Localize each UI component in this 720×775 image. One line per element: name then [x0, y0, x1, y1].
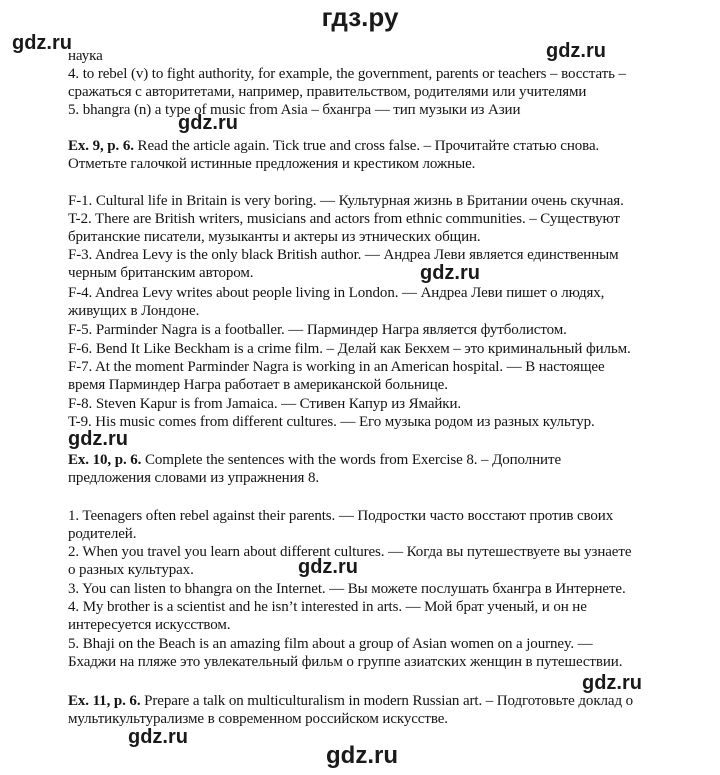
answer-line: F-5. Parminder Nagra is a footballer. — Парминдер Награ является футболистом. [68, 322, 567, 338]
answer-line: F-4. Andrea Levy writes about people living in London. — Андреа Леви пишет о людях, [68, 285, 605, 301]
header-watermark: гдз.ру [321, 2, 399, 32]
answer-line: 3. You can listen to bhangra on the Internet. — Вы можете послушать бхангра в Интернете. [68, 581, 626, 597]
exercise-9-heading [68, 137, 599, 155]
text-line: мультикультурализме в современном российском искусстве. [68, 711, 448, 727]
watermark: gdz.ru [68, 428, 128, 450]
text-line: 5. bhangra (n) a type of music from Asia – бхангра — тип музыки из Азии [68, 102, 521, 118]
answer-line: F-3. Andrea Levy is the only black British author. — Андреа Леви является единственным [68, 247, 619, 263]
watermark: gdz.ru [582, 672, 642, 694]
answer-line: 2. When you travel you learn about different cultures. — Когда вы путешествуете вы узнаете [68, 544, 632, 560]
watermark: gdz.ru [546, 40, 606, 62]
text-line: Отметьте галочкой истинные предложения и крестиком ложные. [68, 156, 476, 172]
answer-line: F-1. Cultural life in Britain is very boring. — Культурная жизнь в Британии очень скучная. [68, 193, 624, 209]
text-line: сражаться с авторитетами, например, правительством, родителями или учителями [68, 84, 587, 100]
answer-line: 1. Teenagers often rebel against their parents. — Подростки часто восстают против своих [68, 508, 614, 524]
exercise-10-heading [68, 451, 561, 469]
exercise-ref: Ex. 11, p. 6. [68, 693, 141, 709]
text-line: 4. to rebel (v) to fight authority, for example, the government, parents or teachers – восстать – [68, 66, 626, 82]
answer-line: 4. My brother is a scientist and he isn’t interested in arts. — Мой брат ученый, и он не [68, 599, 587, 615]
answer-line: родителей. [68, 526, 137, 542]
answer-line: Бхаджи на пляже это увлекательный фильм о группе азиатских женщин в путешествии. [68, 654, 623, 670]
exercise-11-heading [68, 692, 633, 710]
exercise-ref: Ex. 9, p. 6. [68, 138, 134, 154]
exercise-instruction: Complete the sentences with the words from Exercise 8. – Дополните [141, 452, 561, 468]
text-line: наука [68, 48, 103, 64]
answer-line: черным британским автором. [68, 265, 254, 281]
footer-watermark: gdz.ru [326, 742, 398, 769]
text-line: предложения словами из упражнения 8. [68, 470, 320, 486]
exercise-instruction: Prepare a talk on multiculturalism in modern Russian art. – Подготовьте доклад о [140, 693, 634, 709]
watermark: gdz.ru [298, 556, 358, 578]
answer-line: T-9. His music comes from different cultures. — Его музыка родом из разных культур. [68, 414, 595, 430]
watermark: gdz.ru [420, 262, 480, 284]
exercise-instruction: Read the article again. Tick true and cross false. – Прочитайте статью снова. [133, 138, 600, 154]
answer-line: F-6. Bend It Like Beckham is a crime film. – Делай как Бекхем – это криминальный фильм. [68, 341, 631, 357]
watermark: gdz.ru [178, 112, 238, 134]
watermark: gdz.ru [128, 726, 188, 748]
answer-line: 5. Bhaji on the Beach is an amazing film about a group of Asian women on a journey. — [68, 636, 593, 652]
answer-line: T-2. There are British writers, musicians and actors from ethnic communities. – Существуют [68, 211, 620, 227]
watermark: gdz.ru [12, 32, 72, 54]
answer-line: интересуется искусством. [68, 617, 231, 633]
answer-line: британские писатели, музыканты и актеры из этнических общин. [68, 229, 481, 245]
answer-line: F-7. At the moment Parminder Nagra is working in an American hospital. — В настоящее [68, 359, 605, 375]
answer-line: живущих в Лондоне. [68, 303, 200, 319]
answer-line: время Парминдер Награ работает в американской больнице. [68, 377, 448, 393]
answer-line: F-8. Steven Kapur is from Jamaica. — Стивен Капур из Ямайки. [68, 396, 462, 412]
exercise-ref: Ex. 10, p. 6. [68, 452, 142, 468]
answer-line: о разных культурах. [68, 562, 194, 578]
